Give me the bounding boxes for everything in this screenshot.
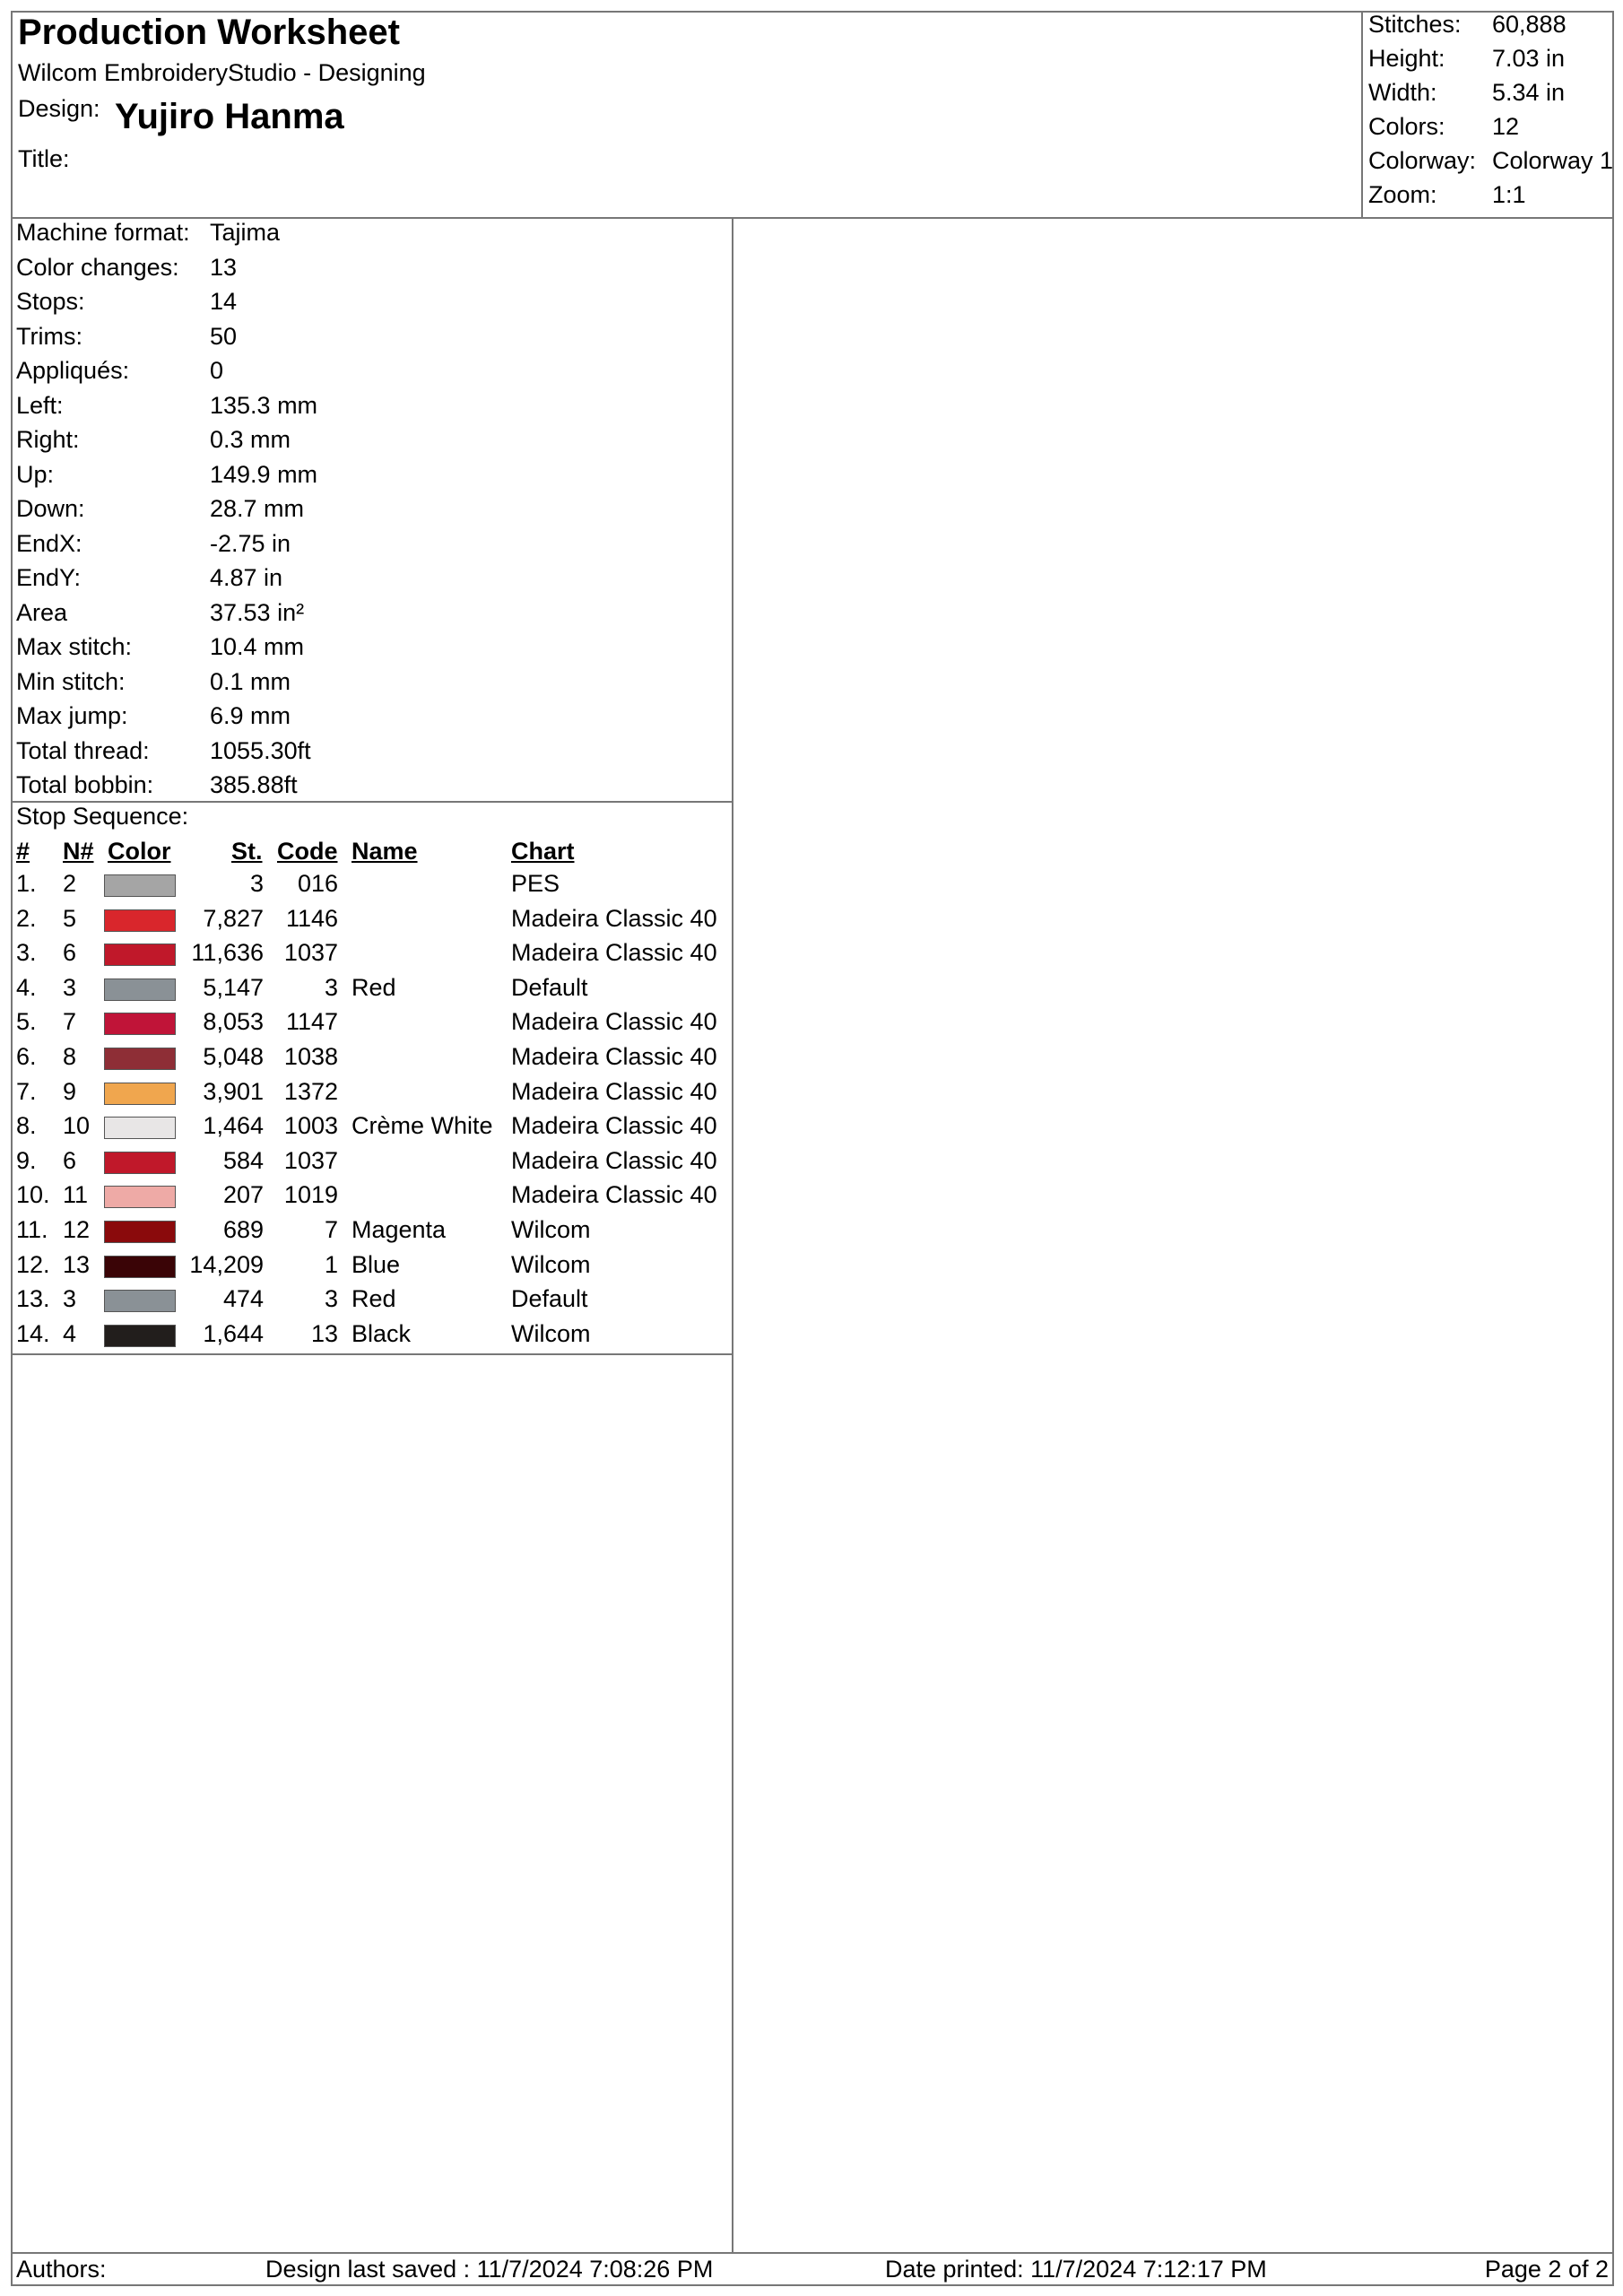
stitch-count: 8,053 (203, 1008, 264, 1036)
col-header-chart: Chart (511, 838, 575, 865)
needle-number: 5 (63, 904, 77, 932)
footer-page: Page 2 of 2 (1484, 2256, 1609, 2283)
stitch-count: 5,147 (203, 973, 264, 1001)
worksheet-header (11, 11, 1614, 219)
stat-value: 385.88ft (210, 771, 298, 798)
needle-number: 8 (63, 1043, 77, 1070)
stat-value: 10.4 mm (210, 633, 305, 660)
thread-chart: Madeira Classic 40 (511, 939, 717, 967)
row-number: 11. (16, 1216, 48, 1243)
needle-number: 4 (63, 1319, 77, 1347)
stat-value: 4.87 in (210, 564, 283, 591)
thread-chart: Madeira Classic 40 (511, 1043, 717, 1070)
stat-value: 28.7 mm (210, 495, 305, 522)
thread-code: 1372 (283, 1077, 338, 1105)
stat-label: Right: (16, 426, 80, 453)
thread-code: 1037 (283, 1146, 338, 1174)
stitch-count: 11,636 (191, 939, 264, 967)
thread-name: Blue (352, 1250, 401, 1278)
table-row (0, 939, 733, 973)
thread-chart: Default (511, 1285, 588, 1313)
stat-label: Stops: (16, 288, 85, 315)
stitch-count: 5,048 (203, 1043, 264, 1070)
stat-label: Down: (16, 495, 85, 522)
stitch-count: 1,644 (203, 1319, 264, 1347)
stat-label: Area (16, 598, 68, 626)
row-number: 8. (16, 1112, 37, 1140)
summary-label: Stitches: (1368, 11, 1462, 38)
summary-label: Zoom: (1368, 181, 1437, 208)
app-name: Wilcom EmbroideryStudio - Designing (18, 59, 426, 86)
stat-value: 1055.30ft (210, 736, 311, 764)
row-number: 6. (16, 1043, 37, 1070)
row-number: 1. (16, 870, 37, 897)
stitch-count: 3,901 (203, 1077, 264, 1105)
table-row (0, 1043, 733, 1077)
needle-number: 2 (63, 870, 77, 897)
stat-label: Total bobbin: (16, 771, 154, 798)
thread-chart: Madeira Classic 40 (511, 1112, 717, 1140)
thread-chart: Madeira Classic 40 (511, 1146, 717, 1174)
summary-value: 7.03 in (1492, 45, 1566, 72)
design-name: Yujiro Hanma (115, 97, 344, 136)
thread-code: 1147 (285, 1008, 338, 1036)
stitch-count: 14,209 (189, 1250, 264, 1278)
thread-name: Magenta (352, 1216, 447, 1243)
thread-code: 13 (310, 1319, 338, 1347)
thread-code: 1038 (283, 1043, 338, 1070)
stat-label: Total thread: (16, 736, 150, 764)
col-header-color: Color (108, 838, 171, 865)
color-swatch (104, 1256, 176, 1278)
needle-number: 6 (63, 939, 77, 967)
row-number: 7. (16, 1077, 37, 1105)
color-swatch (104, 1290, 176, 1312)
col-header-stitches: St. (231, 838, 263, 865)
stat-label: EndX: (16, 529, 82, 557)
stitch-count: 3 (249, 870, 264, 897)
table-row (0, 1147, 733, 1181)
stat-value: Tajima (210, 219, 281, 246)
color-swatch (104, 1117, 176, 1139)
stat-label: EndY: (16, 564, 82, 591)
thread-name: Crème White (352, 1112, 493, 1140)
stat-value: -2.75 in (210, 529, 291, 557)
summary-value: 60,888 (1492, 11, 1567, 38)
table-row (0, 1251, 733, 1285)
stat-label: Up: (16, 460, 55, 488)
stat-label: Left: (16, 391, 64, 419)
stitch-count: 584 (222, 1146, 264, 1174)
thread-chart: Madeira Classic 40 (511, 1008, 717, 1036)
table-row (0, 905, 733, 939)
thread-chart: Madeira Classic 40 (511, 904, 717, 932)
design-label: Design: (18, 95, 100, 122)
table-row (0, 974, 733, 1008)
thread-code: 3 (324, 973, 338, 1001)
footer-saved: Design last saved : 11/7/2024 7:08:26 PM (265, 2256, 714, 2283)
needle-number: 6 (63, 1146, 77, 1174)
stat-value: 149.9 mm (210, 460, 318, 488)
stat-value: 0 (210, 357, 224, 384)
stitch-count: 7,827 (203, 904, 264, 932)
summary-value: Colorway 1 (1492, 147, 1614, 174)
thread-code: 1003 (283, 1112, 338, 1140)
stat-value: 13 (210, 253, 238, 281)
table-row (0, 870, 733, 904)
table-row (0, 1285, 733, 1319)
summary-label: Height: (1368, 45, 1445, 72)
color-swatch (104, 1083, 176, 1105)
stat-value: 50 (210, 322, 238, 350)
table-row (0, 1008, 733, 1042)
summary-label: Colors: (1368, 113, 1445, 140)
col-header-code: Code (277, 838, 338, 865)
col-header-name: Name (352, 838, 418, 865)
stat-value: 37.53 in² (210, 598, 305, 626)
thread-name: Black (352, 1319, 412, 1347)
thread-chart: Wilcom (511, 1216, 591, 1243)
row-number: 2. (16, 904, 37, 932)
row-number: 3. (16, 939, 37, 967)
thread-chart: PES (511, 870, 560, 897)
thread-code: 1 (324, 1250, 338, 1278)
stat-label: Trims: (16, 322, 82, 350)
worksheet-footer (11, 2252, 1614, 2286)
row-number: 14. (16, 1319, 50, 1347)
thread-code: 016 (297, 870, 338, 897)
col-header-needle: N# (63, 838, 94, 865)
title-label: Title: (18, 145, 70, 172)
stitch-count: 207 (222, 1181, 264, 1209)
color-swatch (104, 1186, 176, 1208)
stat-value: 14 (210, 288, 238, 315)
needle-number: 3 (63, 973, 77, 1001)
thread-chart: Wilcom (511, 1250, 591, 1278)
needle-number: 10 (63, 1112, 91, 1140)
summary-value: 1:1 (1492, 181, 1526, 208)
needle-number: 12 (63, 1216, 91, 1243)
summary-label: Colorway: (1368, 147, 1477, 174)
needle-number: 7 (63, 1008, 77, 1036)
thread-code: 1146 (285, 904, 338, 932)
thread-code: 7 (324, 1216, 338, 1243)
stop-sequence-title: Stop Sequence: (16, 803, 189, 830)
thread-code: 1037 (283, 939, 338, 967)
color-swatch (104, 1325, 176, 1347)
stat-value: 135.3 mm (210, 391, 318, 419)
summary-label: Width: (1368, 79, 1437, 106)
thread-chart: Madeira Classic 40 (511, 1181, 717, 1209)
col-header-num: # (16, 838, 30, 865)
needle-number: 3 (63, 1285, 77, 1313)
section-divider (11, 1353, 733, 1355)
design-summary (1361, 11, 1614, 217)
summary-value: 5.34 in (1492, 79, 1566, 106)
needle-number: 9 (63, 1077, 77, 1105)
row-number: 13. (16, 1285, 50, 1313)
thread-chart: Default (511, 973, 588, 1001)
table-row (0, 1216, 733, 1250)
color-swatch (104, 1152, 176, 1174)
page-title: Production Worksheet (18, 13, 400, 52)
row-number: 4. (16, 973, 37, 1001)
color-swatch (104, 1048, 176, 1070)
table-row (0, 1320, 733, 1354)
footer-authors: Authors: (16, 2256, 107, 2283)
footer-printed: Date printed: 11/7/2024 7:12:17 PM (885, 2256, 1267, 2283)
stat-label: Machine format: (16, 219, 190, 246)
table-row (0, 1112, 733, 1146)
needle-number: 11 (63, 1181, 89, 1209)
needle-number: 13 (63, 1250, 91, 1278)
summary-value: 12 (1492, 113, 1520, 140)
color-swatch (104, 1013, 176, 1035)
color-swatch (104, 944, 176, 966)
stat-value: 0.3 mm (210, 426, 291, 453)
color-swatch (104, 874, 176, 897)
row-number: 10. (16, 1181, 50, 1209)
table-row (0, 1078, 733, 1112)
stitch-count: 474 (222, 1285, 264, 1313)
stitch-count: 689 (222, 1216, 264, 1243)
thread-chart: Madeira Classic 40 (511, 1077, 717, 1105)
stat-label: Appliqués: (16, 357, 130, 384)
table-row (0, 1181, 733, 1215)
stitch-count: 1,464 (203, 1112, 264, 1140)
stat-label: Min stitch: (16, 667, 126, 695)
stat-label: Color changes: (16, 253, 179, 281)
thread-chart: Wilcom (511, 1319, 591, 1347)
color-swatch (104, 1221, 176, 1243)
color-swatch (104, 978, 176, 1001)
stat-value: 6.9 mm (210, 702, 291, 729)
stat-label: Max stitch: (16, 633, 133, 660)
thread-code: 3 (324, 1285, 338, 1313)
thread-name: Red (352, 973, 396, 1001)
stat-label: Max jump: (16, 702, 128, 729)
stat-value: 0.1 mm (210, 667, 291, 695)
row-number: 5. (16, 1008, 37, 1036)
thread-name: Red (352, 1285, 396, 1313)
row-number: 9. (16, 1146, 37, 1174)
color-swatch (104, 909, 176, 932)
row-number: 12. (16, 1250, 50, 1278)
thread-code: 1019 (283, 1181, 338, 1209)
